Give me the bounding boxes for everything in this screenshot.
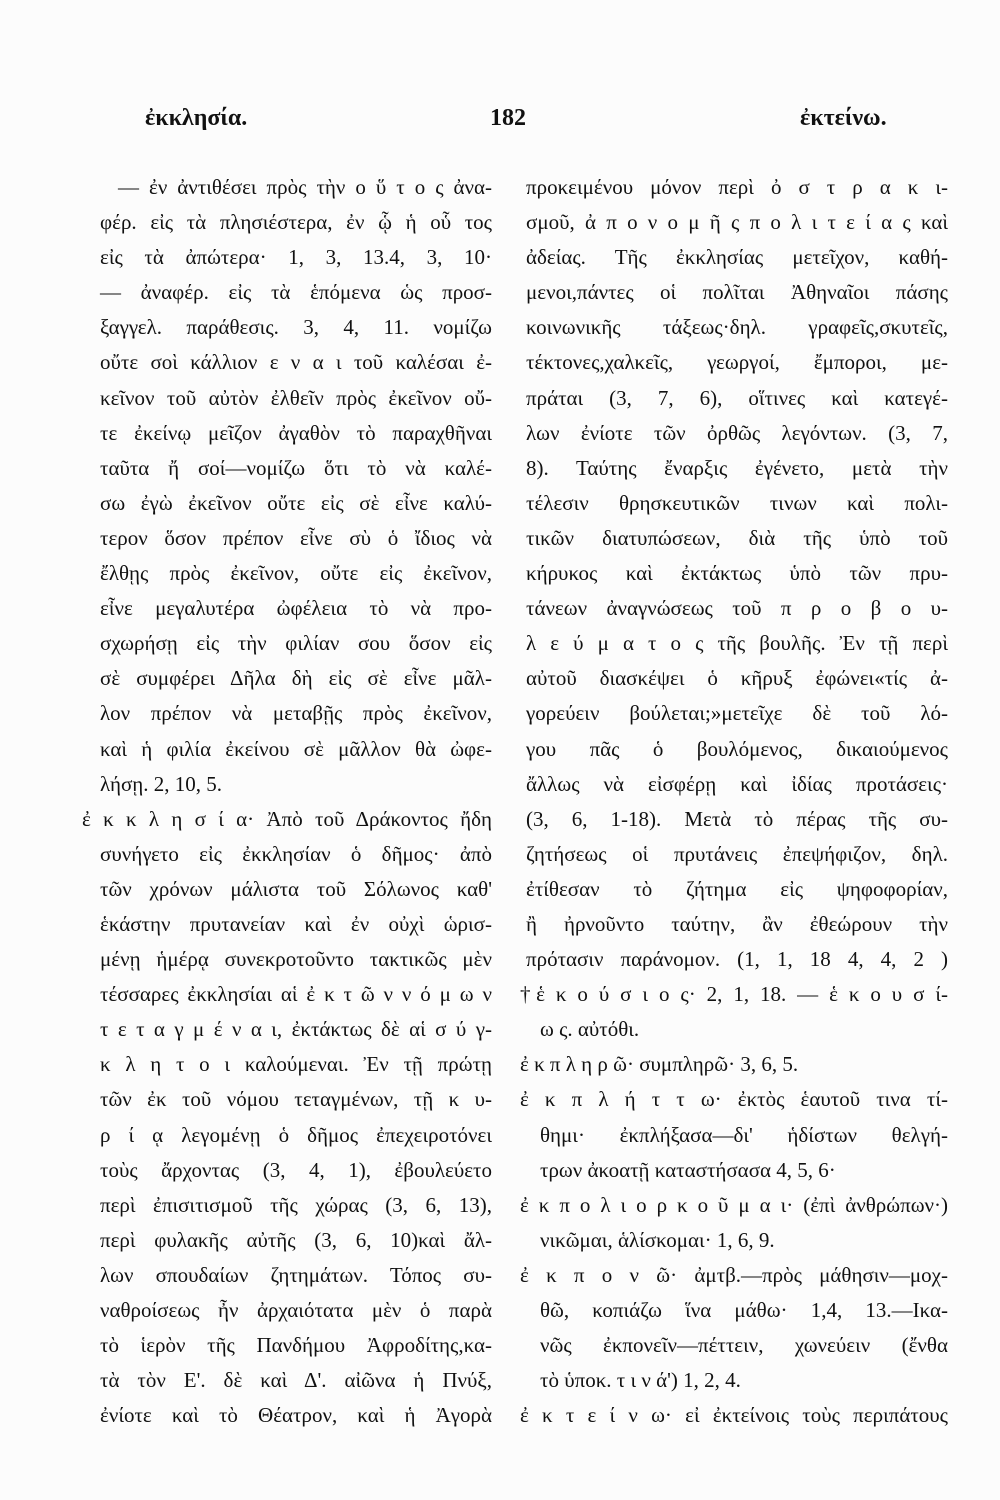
entry-headword-line: ἐ κ π λ η ρ ῶ· συμπληρῶ· 3, 6, 5. xyxy=(520,1052,799,1077)
text-line: ξαγγελ. παράθεσις. 3, 4, 11. νομίζω xyxy=(100,315,492,340)
text-line: μενοι,πάντες οἱ πολῖται Ἀθηναῖοι πάσης xyxy=(526,280,948,305)
entry-headword-line: ἐ κ τ ε ί ν ω· εἰ ἐκτείνοις τοὺς περιπάτους xyxy=(520,1403,948,1428)
left-column xyxy=(78,170,492,1440)
text-line: κήρυκος καὶ ἐκτάκτως ὑπὸ τῶν πρυ- xyxy=(526,561,948,586)
entry-headword-line: ἐ κ π ο λ ι ο ρ κ ο ῦ μ α ι· (ἐπὶ ἀνθρώπων·) xyxy=(520,1192,948,1217)
text-line: κ λ η τ ο ι καλούμεναι. Ἐν τῇ πρώτῃ xyxy=(100,1052,492,1077)
text-line: τε ἐκείνῳ μεῖζον ἀγαθὸν τὸ παραχθῆναι xyxy=(100,420,492,445)
text-line: καὶ ἡ φιλία ἐκείνου σὲ μᾶλλον θὰ ὠφε- xyxy=(100,736,492,761)
text-line: σὲ συμφέρει Δῆλα δὴ εἰς σὲ εἶνε μᾶλ- xyxy=(100,666,492,691)
text-line: γου πᾶς ὁ βουλόμενος, δικαιούμενος xyxy=(526,736,948,761)
text-line: ἐνίοτε καὶ τὸ Θέατρον, καὶ ἡ Ἀγορὰ xyxy=(100,1403,492,1428)
text-line: σω ἐγὼ ἐκεῖνον οὔτε εἰς σὲ εἶνε καλύ- xyxy=(100,490,492,515)
text-line: οὔτε σοὶ κάλλιον ε ν α ι τοῦ καλέσαι ἐ- xyxy=(100,350,492,375)
text-line: τάνεων ἀναγνώσεως τοῦ π ρ ο β ο υ- xyxy=(526,596,948,621)
text-line: λ ε ύ μ α τ ο ς τῆς βουλῆς. Ἐν τῇ περὶ xyxy=(526,631,948,656)
entry-headword-line: ἐ κ π ο ν ῶ· ἀμτβ.—πρὸς μάθησιν—μοχ- xyxy=(520,1262,948,1287)
text-line: λήσῃ. 2, 10, 5. xyxy=(100,771,223,796)
text-line: τὰ τὸν Ε'. δὲ καὶ Δ'. αἰῶνα ἡ Πνύξ, xyxy=(100,1368,492,1393)
page-number: 182 xyxy=(490,105,526,131)
text-line: τὸ ὑποκ. τ ι ν ά') 1, 2, 4. xyxy=(540,1368,741,1393)
text-line: — ἐν ἀντιθέσει πρὸς τὴν ο ὕ τ ο ς ἀνα- xyxy=(118,175,492,199)
entry-headword-line: ἐ κ κ λ η σ ί α· Ἀπὸ τοῦ Δράκοντος ἤδη xyxy=(82,806,492,831)
text-line: ναθροίσεως ἦν ἀρχαιότατα μὲν ὁ παρὰ xyxy=(100,1298,492,1322)
text-line: (3, 6, 1-18). Μετὰ τὸ πέρας τῆς συ- xyxy=(526,806,948,831)
text-line: τὸ ἱερὸν τῆς Πανδήμου Ἀφροδίτης,κα- xyxy=(100,1333,492,1358)
text-line: — ἀναφέρ. εἰς τὰ ἑπόμενα ὡς προσ- xyxy=(100,280,492,305)
text-line: ἢ ἠρνοῦντο ταύτην, ἂν ἐθεώρουν τὴν xyxy=(526,911,948,936)
text-line: γορεύειν βούλεται;»μετεῖχε δὲ τοῦ λό- xyxy=(526,701,948,726)
text-line: συνήγετο εἰς ἐκκλησίαν ὁ δῆμος· ἀπὸ xyxy=(100,841,492,866)
text-line: τέκτονες,χαλκεῖς, γεωργοί, ἔμποροι, με- xyxy=(526,350,948,375)
text-line: ἐτίθεσαν τὸ ζήτημα εἰς ψηφοφορίαν, xyxy=(526,876,948,901)
text-line: ζητήσεως οἱ πρυτάνεις ἐπεψήφιζον, δηλ. xyxy=(526,841,948,866)
text-line: τέσσαρες ἐκκλησίαι αἱ ἐ κ τ ῶ ν ν ό μ ω ν xyxy=(100,982,492,1007)
text-line: ταῦτα ἤ σοί—νομίζω ὅτι τὸ νὰ καλέ- xyxy=(100,455,492,480)
text-line: ω ς. αὐτόθι. xyxy=(540,1017,640,1042)
text-line: νικῶμαι, ἁλίσκομαι· 1, 6, 9. xyxy=(540,1227,775,1252)
text-line: ἑκάστην πρυτανείαν καὶ ἐν οὐχὶ ὡρισ- xyxy=(100,911,492,936)
text-line: αὐτοῦ διασκέψει ὁ κῆρυξ ἐφώνει«τίς ἀ- xyxy=(526,666,948,691)
text-line: πράται (3, 7, 6), οἵτινες καὶ κατεγέ- xyxy=(526,385,948,410)
text-line: τρων ἀκοατῇ καταστήσασα 4, 5, 6· xyxy=(540,1157,836,1182)
entry-headword-line: †ἑ κ ο ύ σ ι ο ς· 2, 1, 18. — ἑ κ ο υ σ ί- xyxy=(520,982,948,1007)
text-line: πρότασιν παράνομον. (1, 1, 18 4, 4, 2 ) xyxy=(526,947,948,972)
text-line: τ ε τ α γ μ έ ν α ι, ἐκτάκτως δὲ αἱ σ ύ γ- xyxy=(100,1017,492,1042)
text-line: λων ἐνίοτε τῶν ὀρθῶς λεγόντων. (3, 7, xyxy=(526,420,948,445)
text-line: φέρ. εἰς τὰ πλησιέστερα, ἐν ᾧ ἡ οὗ τος xyxy=(100,210,492,235)
text-line: σμοῦ, ἀ π ο ν ο μ ῆ ς π ο λ ι τ ε ί α ς καὶ xyxy=(526,210,948,235)
text-line: λον πρέπον νὰ μεταβῇς πρὸς ἐκεῖνον, xyxy=(100,701,492,726)
text-line: κεῖνον τοῦ αὐτὸν ἐλθεῖν πρὸς ἐκεῖνον οὔ- xyxy=(100,385,492,410)
text-line: θῶ, κοπιάζω ἵνα μάθω· 1,4, 13.—Ικα- xyxy=(540,1298,948,1322)
text-line: προκειμένου μόνον περὶ ὀ σ τ ρ α κ ι- xyxy=(526,175,948,199)
text-line: μένῃ ἡμέρᾳ συνεκροτοῦντο τακτικῶς μὲν xyxy=(100,947,492,972)
text-line: ρ ί ᾳ λεγομένῃ ὁ δῆμος ἐπεχειροτόνει xyxy=(100,1122,492,1147)
text-line: θημι· ἐκπλήξασα—δι' ἡδίστων θελγή- xyxy=(540,1122,948,1147)
running-head-right: ἐκτείνω. xyxy=(800,105,887,131)
right-column xyxy=(518,170,948,1440)
text-line: εἰς τὰ ἀπώτερα· 1, 3, 13.4, 3, 10· xyxy=(100,245,492,270)
text-line: ἄλλως νὰ εἰσφέρῃ καὶ ἰδίας προτάσεις· xyxy=(526,771,948,796)
text-line: εἶνε μεγαλυτέρα ὠφέλεια τὸ νὰ προ- xyxy=(100,596,492,621)
text-line: 8). Ταύτης ἔναρξις ἐγένετο, μετὰ τὴν xyxy=(526,455,948,480)
text-line: περὶ ἐπισιτισμοῦ τῆς χώρας (3, 6, 13), xyxy=(100,1192,492,1217)
text-line: τικῶν διατυπώσεων, διὰ τῆς ὑπὸ τοῦ xyxy=(526,525,948,550)
text-line: ἔλθῃς πρὸς ἐκεῖνον, οὔτε εἰς ἐκεῖνον, xyxy=(100,561,492,586)
text-line: τερον ὅσον πρέπον εἶνε σὺ ὁ ἴδιος νὰ xyxy=(100,525,492,550)
text-line: κοινωνικῆς τάξεως·δηλ. γραφεῖς,σκυτεῖς, xyxy=(526,315,948,340)
text-line: τοὺς ἄρχοντας (3, 4, 1), ἐβουλεύετο xyxy=(100,1157,492,1182)
text-line: ἀδείας. Τῆς ἐκκλησίας μετεῖχον, καθή- xyxy=(526,245,948,270)
entry-headword-line: ἐ κ π λ ή τ τ ω· ἐκτὸς ἑαυτοῦ τινα τί- xyxy=(520,1087,948,1112)
text-line: λων σπουδαίων ζητημάτων. Τόπος συ- xyxy=(100,1262,492,1287)
text-line: τῶν ἐκ τοῦ νόμου τεταγμένων, τῇ κ υ- xyxy=(100,1087,492,1112)
text-line: νῶς ἐκπονεῖν—πέττειν, χωνεύειν (ἔνθα xyxy=(540,1333,948,1358)
text-line: τῶν χρόνων μάλιστα τοῦ Σόλωνος καθ' xyxy=(100,876,492,901)
text-line: σχωρήσῃ εἰς τὴν φιλίαν σου ὅσον εἰς xyxy=(100,631,492,656)
text-line: περὶ φυλακῆς αὐτῆς (3, 6, 10)καὶ ἄλ- xyxy=(100,1227,492,1252)
running-head-left: ἐκκλησία. xyxy=(145,105,248,131)
text-line: τέλεσιν θρησκευτικῶν τινων καὶ πολι- xyxy=(526,490,948,515)
